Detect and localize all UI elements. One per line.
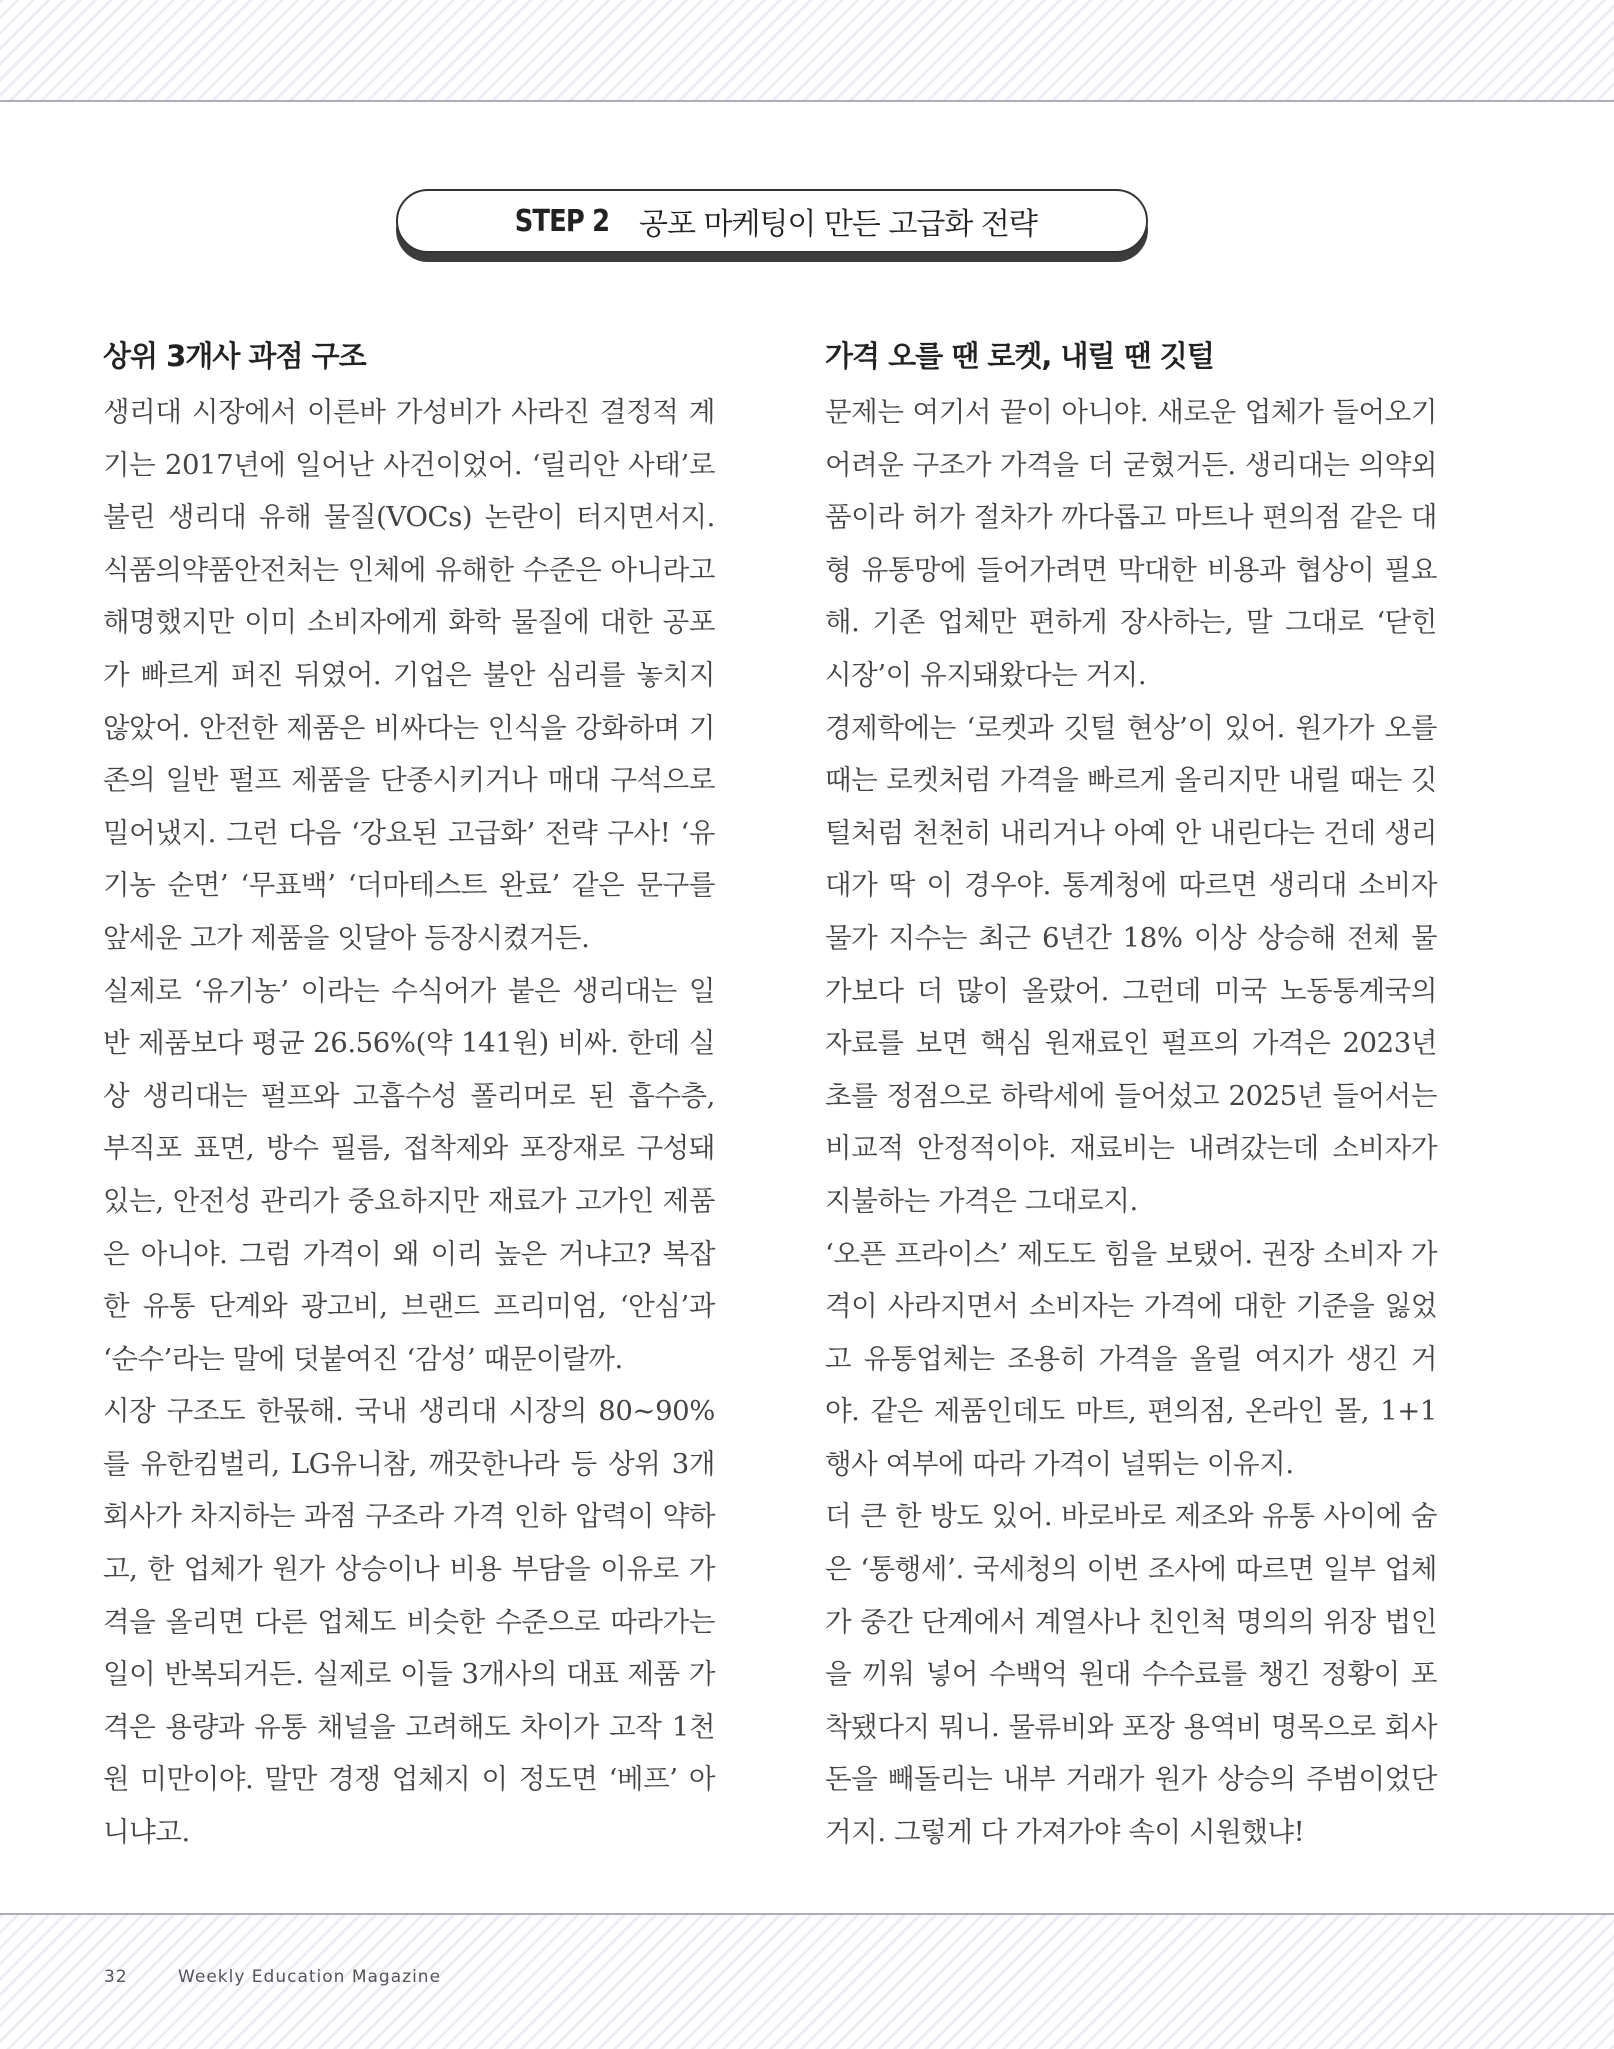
magazine-name: Weekly Education Magazine [178, 1967, 442, 1987]
page-footer [104, 1967, 441, 1987]
paragraph: 더 큰 한 방도 있어. 바로바로 제조와 유통 사이에 숨은 ‘통행세’. 국세청의 이번 조사에 따르면 일부 업체가 중간 단계에서 계열사나 친인척 명의의 위장 법인을 끼워 넣어 수백억 원대 수수료를 챙긴 정황이 포착됐다지 뭐니. 물류비와 포장 용역비 명목으로 회사 돈을 빼돌리는 내부 거래가 원가 상승의 주범이었단 거지. 그렇게 다 가져가야 속이 시원했냐! [825, 1500, 1437, 1849]
page-number: 32 [104, 1967, 128, 1987]
paragraph: 생리대 시장에서 이른바 가성비가 사라진 결정적 계기는 2017년에 일어난 사건이었어. ‘릴리안 사태’로 불린 생리대 유해 물질(VOCs) 논란이 터지면서지. 식품의약품안전처는 인체에 유해한 수준은 아니라고 해명했지만 이미 소비자에게 화학 물질에 대한 공포가 빠르게 퍼진 뒤였어. 기업은 불안 심리를 놓치지 않았어. 안전한 제품은 비싸다는 인식을 강화하며 기존의 일반 펄프 제품을 단종시키거나 매대 구석으로 밀어냈지. 그런 다음 ‘강요된 고급화’ 전략 구사! ‘유기농 순면’ ‘무표백’ ‘더마테스트 완료’ 같은 문구를 앞세운 고가 제품을 잇달아 등장시켰거든. [103, 396, 715, 954]
left-column-heading: 상위 3개사 과점 구조 [103, 339, 366, 373]
paragraph: 경제학에는 ‘로켓과 깃털 현상’이 있어. 원가가 오를 때는 로켓처럼 가격을 빠르게 올리지만 내릴 때는 깃털처럼 천천히 내리거나 아예 안 내린다는 건데 생리대가 딱 이 경우야. 통계청에 따르면 생리대 소비자 물가 지수는 최근 6년간 18% 이상 상승해 전체 물가보다 더 많이 올랐어. 그런데 미국 노동통계국의 자료를 보면 핵심 원재료인 펄프의 가격은 2023년 초를 정점으로 하락세에 들어섰고 2025년 들어서는 비교적 안정적이야. 재료비는 내려갔는데 소비자가 지불하는 가격은 그대로지. [825, 711, 1437, 1217]
section-title: 공포 마케팅이 만든 고급화 전략 [638, 207, 1037, 242]
step-label: STEP 2 [514, 203, 610, 239]
paragraph: ‘오픈 프라이스’ 제도도 힘을 보탰어. 권장 소비자 가격이 사라지면서 소비자는 가격에 대한 기준을 잃었고 유통업체는 조용히 가격을 올릴 여지가 생긴 거야. 같은 제품인데도 마트, 편의점, 온라인 몰, 1+1 행사 여부에 따라 가격이 널뛰는 이유지. [825, 1237, 1437, 1480]
paragraph: 문제는 여기서 끝이 아니야. 새로운 업체가 들어오기 어려운 구조가 가격을 더 굳혔거든. 생리대는 의약외품이라 허가 절차가 까다롭고 마트나 편의점 같은 대형 유통망에 들어가려면 막대한 비용과 협상이 필요해. 기존 업체만 편하게 장사하는, 말 그대로 ‘닫힌 시장’이 유지돼왔다는 거지. [825, 396, 1437, 691]
section-banner [396, 189, 1148, 253]
right-column-body [825, 386, 1437, 1859]
paragraph: 시장 구조도 한몫해. 국내 생리대 시장의 80~90%를 유한킴벌리, LG유니참, 깨끗한나라 등 상위 3개 회사가 차지하는 과점 구조라 가격 인하 압력이 약하고, 한 업체가 원가 상승이나 비용 부담을 이유로 가격을 올리면 다른 업체도 비슷한 수준으로 따라가는 일이 반복되거든. 실제로 이들 3개사의 대표 제품 가격은 용량과 유통 채널을 고려해도 차이가 고작 1천 원 미만이야. 말만 경쟁 업체지 이 정도면 ‘베프’ 아니냐고. [103, 1395, 715, 1849]
right-column-heading: 가격 오를 땐 로켓, 내릴 땐 깃털 [825, 339, 1214, 373]
right-column [825, 332, 1437, 1859]
left-column [103, 332, 715, 1859]
top-stripe-decoration [0, 0, 1614, 102]
paragraph: 실제로 ‘유기농’ 이라는 수식어가 붙은 생리대는 일반 제품보다 평균 26.56%(약 141원) 비싸. 한데 실상 생리대는 펄프와 고흡수성 폴리머로 된 흡수층, 부직포 표면, 방수 필름, 접착제와 포장재로 구성돼 있는, 안전성 관리가 중요하지만 재료가 고가인 제품은 아니야. 그럼 가격이 왜 이리 높은 거냐고? 복잡한 유통 단계와 광고비, 브랜드 프리미엄, ‘안심’과 ‘순수’라는 말에 덧붙여진 ‘감성’ 때문이랄까. [103, 974, 715, 1375]
left-column-body [103, 386, 715, 1859]
